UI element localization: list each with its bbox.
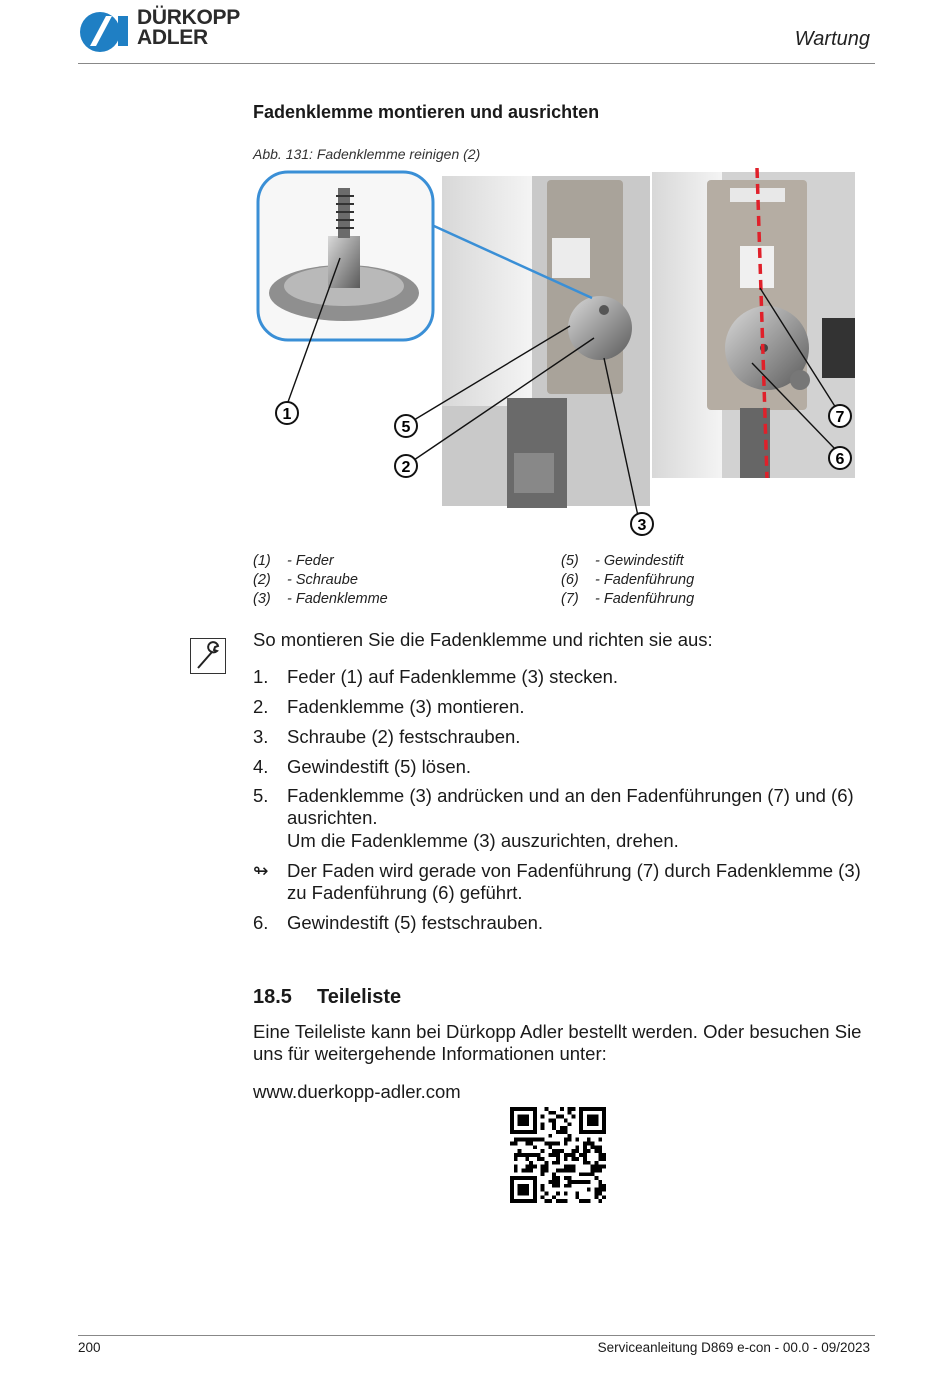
procedure-steps: 1. Feder (1) auf Fadenklemme (3) stecken. 2. Fadenklemme (3) montieren. 3. Schraube (2) festschrauben. 4. Gewindestift (5) lösen. 5. Fadenklemme (3) andrücken und an den Fadenführungen (7) und (6) ausrichten. Um die Fadenklemme (3) auszurichten, drehen. ↬ Der Faden wird gerade von Fadenführung (7) durch Fadenklemme (3) zu Fadenführung (6) geführt. 6. Gewindestift (5) festschrauben. bbox=[253, 666, 861, 933]
website-link[interactable]: www.duerkopp-adler.com bbox=[253, 1081, 461, 1102]
svg-text:5: 5 bbox=[401, 419, 411, 436]
callout-2 bbox=[395, 455, 417, 477]
section-title: Teileliste bbox=[317, 986, 402, 1008]
page-number: 200 bbox=[78, 1340, 101, 1355]
legend-item: (2) - Schraube bbox=[253, 572, 358, 588]
brand-name bbox=[137, 8, 240, 48]
callout-3 bbox=[631, 513, 653, 535]
callout-5 bbox=[395, 415, 417, 437]
svg-text:7: 7 bbox=[835, 409, 845, 426]
figure-thread-clamp bbox=[252, 168, 862, 543]
header-section-title: Wartung bbox=[794, 28, 870, 50]
brand-line-1: DÜRKOPP bbox=[137, 6, 240, 29]
footer-divider bbox=[78, 1335, 875, 1336]
svg-text:2: 2 bbox=[401, 459, 411, 476]
brand-line-2: ADLER bbox=[137, 26, 208, 49]
section-heading bbox=[253, 986, 401, 1009]
legend-right bbox=[561, 553, 694, 610]
result-arrow-icon: ↬ bbox=[253, 860, 269, 881]
svg-text:3: 3 bbox=[637, 517, 647, 534]
section-paragraph: Eine Teileliste kann bei Dürkopp Adler bestellt werden. Oder besuchen Sie uns für weitergehende Informationen unter: bbox=[253, 1021, 862, 1064]
legend-item: (5) - Gewindestift bbox=[561, 553, 684, 569]
document-id: Serviceanleitung D869 e-con - 00.0 - 09/2023 bbox=[597, 1340, 870, 1355]
section-number: 18.5 bbox=[253, 986, 292, 1008]
legend-item: (1) - Feder bbox=[253, 553, 334, 569]
callout-7 bbox=[829, 405, 851, 427]
callout-6 bbox=[829, 447, 851, 469]
legend-item: (6) - Fadenführung bbox=[561, 572, 695, 588]
figure-caption: Abb. 131: Fadenklemme reinigen (2) bbox=[253, 146, 481, 162]
wrench-icon bbox=[190, 638, 226, 674]
legend-item: (7) - Fadenführung bbox=[561, 591, 695, 607]
svg-text:1: 1 bbox=[282, 406, 292, 423]
svg-text:6: 6 bbox=[835, 451, 845, 468]
qr-code bbox=[510, 1107, 606, 1203]
header-divider bbox=[78, 63, 875, 64]
legend-left bbox=[253, 553, 388, 610]
photo-machine-front bbox=[442, 176, 650, 508]
sub-heading: Fadenklemme montieren und ausrichten bbox=[253, 102, 600, 122]
legend-item: (3) - Fadenklemme bbox=[253, 591, 388, 607]
photo-machine-side bbox=[652, 168, 855, 478]
procedure-intro: So montieren Sie die Fadenklemme und richten sie aus: bbox=[253, 629, 713, 650]
callout-1 bbox=[276, 402, 298, 424]
